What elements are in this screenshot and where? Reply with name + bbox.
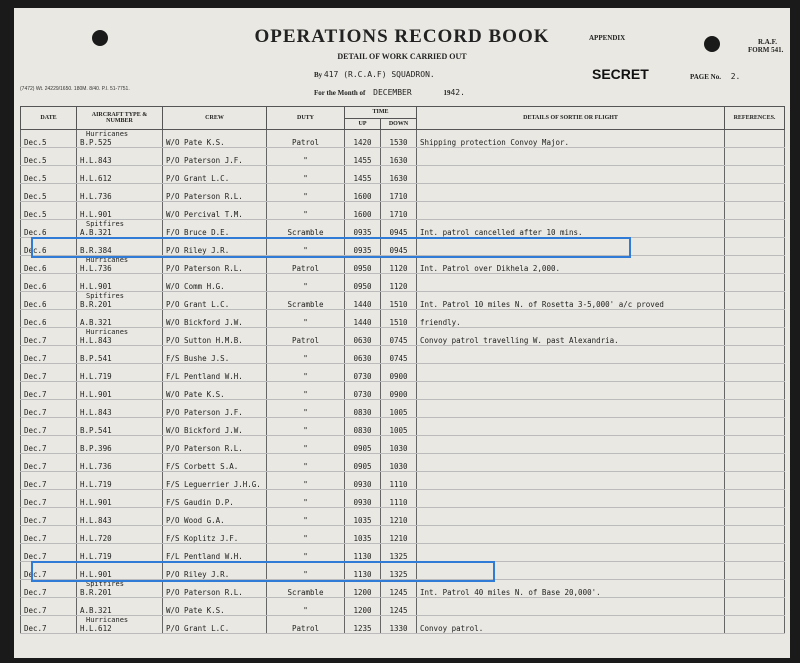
details-cell: Int. Patrol 10 miles N. of Rosetta 3-5,000' a/c proved	[417, 292, 725, 310]
aircraft-cell: H.L.901	[77, 490, 163, 508]
time-up-cell: 1200	[345, 580, 381, 598]
table-row	[21, 616, 785, 634]
crew-cell: F/L Pentland W.H.	[163, 364, 267, 382]
date-cell: Dec.7	[21, 472, 77, 490]
by-label: By	[314, 71, 323, 79]
aircraft-cell: H.L.612	[77, 166, 163, 184]
crew-cell: W/O Comm H.G.	[163, 274, 267, 292]
crew-cell: F/S Leguerrier J.H.G.	[163, 472, 267, 490]
time-down-cell: 1325	[381, 544, 417, 562]
date-cell: Dec.7	[21, 598, 77, 616]
time-up-cell: 0730	[345, 364, 381, 382]
log-body	[21, 130, 785, 634]
duty-cell: "	[267, 310, 345, 328]
aircraft-group-label: Hurricanes	[86, 616, 129, 624]
details-cell	[417, 274, 725, 292]
year-value: 42.	[450, 88, 465, 97]
time-down-cell: 1210	[381, 508, 417, 526]
references-cell	[725, 292, 785, 310]
aircraft-group-label: Spitfires	[86, 580, 124, 588]
crew-cell: W/O Percival T.M.	[163, 202, 267, 220]
time-down-cell: 1030	[381, 436, 417, 454]
date-cell: Dec.7	[21, 508, 77, 526]
aircraft-number: H.L.843	[80, 336, 112, 345]
col-time: TIME	[345, 107, 417, 119]
time-up-cell: 0950	[345, 274, 381, 292]
time-up-cell: 1440	[345, 310, 381, 328]
table-row	[21, 472, 785, 490]
time-down-cell: 1005	[381, 418, 417, 436]
crew-cell: P/O Grant L.C.	[163, 292, 267, 310]
table-row	[21, 292, 785, 310]
aircraft-cell: H.L.901	[77, 202, 163, 220]
aircraft-group-label: Hurricanes	[86, 256, 129, 264]
duty-cell: "	[267, 166, 345, 184]
date-cell: Dec.7	[21, 418, 77, 436]
duty-cell: "	[267, 274, 345, 292]
time-down-cell: 1510	[381, 310, 417, 328]
time-up-cell: 0630	[345, 346, 381, 364]
col-aircraft: AIRCRAFT TYPE & NUMBER	[77, 107, 163, 130]
duty-cell: "	[267, 382, 345, 400]
time-up-cell: 1420	[345, 130, 381, 148]
aircraft-cell: H.L.736	[77, 454, 163, 472]
time-down-cell: 1110	[381, 490, 417, 508]
table-row	[21, 166, 785, 184]
references-cell	[725, 580, 785, 598]
date-cell: Dec.5	[21, 202, 77, 220]
col-down: DOWN	[381, 118, 417, 130]
time-down-cell: 1710	[381, 202, 417, 220]
unit-name: 417 (R.C.A.F) SQUADRON.	[323, 70, 435, 79]
table-row	[21, 400, 785, 418]
crew-cell: P/O Riley J.R.	[163, 562, 267, 580]
time-down-cell: 1630	[381, 166, 417, 184]
crew-cell: P/O Paterson R.L.	[163, 436, 267, 454]
time-down-cell: 0745	[381, 328, 417, 346]
col-duty: DUTY	[267, 107, 345, 130]
aircraft-cell: B.P.541	[77, 418, 163, 436]
date-cell: Dec.7	[21, 490, 77, 508]
time-up-cell: 0730	[345, 382, 381, 400]
table-row	[21, 310, 785, 328]
time-down-cell: 0900	[381, 364, 417, 382]
aircraft-cell	[77, 256, 163, 274]
date-cell: Dec.6	[21, 256, 77, 274]
date-cell: Dec.7	[21, 616, 77, 634]
crew-cell: P/O Paterson R.L.	[163, 580, 267, 598]
details-cell: Int. patrol cancelled after 10 mins.	[417, 220, 725, 238]
time-up-cell: 1455	[345, 166, 381, 184]
time-up-cell: 0830	[345, 400, 381, 418]
aircraft-group-label: Hurricanes	[86, 328, 129, 336]
time-down-cell: 1110	[381, 472, 417, 490]
col-details: DETAILS OF SORTIE OR FLIGHT	[417, 107, 725, 130]
table-row	[21, 220, 785, 238]
date-cell: Dec.6	[21, 292, 77, 310]
time-up-cell: 1600	[345, 184, 381, 202]
duty-cell: "	[267, 526, 345, 544]
time-up-cell: 0935	[345, 220, 381, 238]
classification-stamp: SECRET	[592, 66, 649, 82]
col-crew: CREW	[163, 107, 267, 130]
aircraft-cell: A.B.321	[77, 598, 163, 616]
page-subtitle: DETAIL OF WORK CARRIED OUT	[337, 52, 467, 61]
table-row	[21, 598, 785, 616]
references-cell	[725, 400, 785, 418]
references-cell	[725, 220, 785, 238]
time-up-cell: 0830	[345, 418, 381, 436]
aircraft-cell: H.L.843	[77, 148, 163, 166]
aircraft-cell: H.L.843	[77, 508, 163, 526]
table-row	[21, 274, 785, 292]
table-row	[21, 526, 785, 544]
year-prefix: 19	[443, 89, 451, 97]
table-row	[21, 580, 785, 598]
highlight-box	[31, 561, 496, 582]
table-row	[21, 382, 785, 400]
crew-cell: P/O Grant L.C.	[163, 166, 267, 184]
references-cell	[725, 598, 785, 616]
time-down-cell: 1005	[381, 400, 417, 418]
time-down-cell: 1245	[381, 580, 417, 598]
duty-cell: Patrol	[267, 130, 345, 148]
references-cell	[725, 418, 785, 436]
table-row	[21, 256, 785, 274]
appendix-label: APPENDIX	[589, 34, 626, 42]
aircraft-cell	[77, 328, 163, 346]
aircraft-group-label: Spitfires	[86, 220, 124, 228]
details-cell	[417, 598, 725, 616]
date-cell: Dec.7	[21, 328, 77, 346]
crew-cell: F/S Bushe J.S.	[163, 346, 267, 364]
time-up-cell: 0905	[345, 454, 381, 472]
references-cell	[725, 148, 785, 166]
operations-log-table	[20, 106, 785, 634]
table-row	[21, 418, 785, 436]
duty-cell: Patrol	[267, 328, 345, 346]
details-cell	[417, 382, 725, 400]
details-cell	[417, 508, 725, 526]
table-row	[21, 328, 785, 346]
references-cell	[725, 238, 785, 256]
table-row	[21, 202, 785, 220]
date-cell: Dec.6	[21, 274, 77, 292]
time-down-cell: 0900	[381, 382, 417, 400]
time-down-cell: 1210	[381, 526, 417, 544]
duty-cell: "	[267, 472, 345, 490]
month-label: For the Month of	[314, 89, 366, 97]
aircraft-cell: H.L.736	[77, 184, 163, 202]
details-cell	[417, 490, 725, 508]
duty-cell: "	[267, 184, 345, 202]
aircraft-cell: B.R.384	[77, 238, 163, 256]
crew-cell: P/O Sutton H.M.B.	[163, 328, 267, 346]
references-cell	[725, 454, 785, 472]
time-up-cell: 1440	[345, 292, 381, 310]
time-up-cell: 1130	[345, 562, 381, 580]
details-cell	[417, 400, 725, 418]
date-cell: Dec.7	[21, 364, 77, 382]
date-cell: Dec.7	[21, 454, 77, 472]
aircraft-number: H.L.736	[80, 264, 112, 273]
references-cell	[725, 130, 785, 148]
time-up-cell: 0905	[345, 436, 381, 454]
details-cell	[417, 418, 725, 436]
time-up-cell: 0930	[345, 490, 381, 508]
month-value: DECEMBER	[373, 88, 412, 97]
aircraft-number: H.L.612	[80, 624, 112, 633]
time-down-cell: 0945	[381, 238, 417, 256]
details-cell: Convoy patrol.	[417, 616, 725, 634]
references-cell	[725, 382, 785, 400]
aircraft-number: B.P.525	[80, 138, 112, 147]
details-cell: Int. Patrol over Dikhela 2,000.	[417, 256, 725, 274]
aircraft-group-label: Spitfires	[86, 292, 124, 300]
references-cell	[725, 562, 785, 580]
date-cell: Dec.7	[21, 346, 77, 364]
date-cell: Dec.7	[21, 544, 77, 562]
references-cell	[725, 616, 785, 634]
details-cell	[417, 454, 725, 472]
time-up-cell: 0630	[345, 328, 381, 346]
time-down-cell: 1120	[381, 256, 417, 274]
time-up-cell: 0950	[345, 256, 381, 274]
crew-cell: P/O Paterson J.F.	[163, 148, 267, 166]
details-cell: Convoy patrol travelling W. past Alexandria.	[417, 328, 725, 346]
references-cell	[725, 202, 785, 220]
details-cell: Shipping protection Convoy Major.	[417, 130, 725, 148]
time-down-cell: 1510	[381, 292, 417, 310]
crew-cell: P/O Paterson J.F.	[163, 400, 267, 418]
highlight-box	[31, 237, 632, 258]
details-cell: friendly.	[417, 310, 725, 328]
details-cell	[417, 346, 725, 364]
aircraft-number: B.R.201	[80, 588, 112, 597]
duty-cell: "	[267, 508, 345, 526]
references-cell	[725, 436, 785, 454]
details-cell	[417, 184, 725, 202]
date-cell: Dec.7	[21, 580, 77, 598]
time-down-cell: 1330	[381, 616, 417, 634]
time-down-cell: 1530	[381, 130, 417, 148]
date-cell: Dec.5	[21, 184, 77, 202]
duty-cell: "	[267, 544, 345, 562]
details-cell	[417, 526, 725, 544]
date-cell: Dec.7	[21, 436, 77, 454]
table-row	[21, 364, 785, 382]
references-cell	[725, 328, 785, 346]
crew-cell: P/O Wood G.A.	[163, 508, 267, 526]
time-down-cell: 1325	[381, 562, 417, 580]
references-cell	[725, 544, 785, 562]
duty-cell: "	[267, 364, 345, 382]
table-row	[21, 184, 785, 202]
crew-cell: P/O Riley J.R.	[163, 238, 267, 256]
references-cell	[725, 256, 785, 274]
table-row	[21, 544, 785, 562]
duty-cell: "	[267, 400, 345, 418]
aircraft-number: A.B.321	[80, 228, 112, 237]
crew-cell: F/O Bruce D.E.	[163, 220, 267, 238]
references-cell	[725, 490, 785, 508]
date-cell: Dec.7	[21, 562, 77, 580]
references-cell	[725, 526, 785, 544]
details-cell	[417, 472, 725, 490]
page-label: PAGE No.	[690, 73, 721, 81]
duty-cell: Patrol	[267, 616, 345, 634]
duty-cell: Scramble	[267, 580, 345, 598]
details-cell: Int. Patrol 40 miles N. of Base 20,000'.	[417, 580, 725, 598]
details-cell	[417, 544, 725, 562]
duty-cell: "	[267, 202, 345, 220]
page-title: OPERATIONS RECORD BOOK	[254, 26, 550, 47]
crew-cell: F/S Koplitz J.F.	[163, 526, 267, 544]
aircraft-cell: H.L.719	[77, 544, 163, 562]
time-down-cell: 1630	[381, 148, 417, 166]
references-cell	[725, 310, 785, 328]
references-cell	[725, 346, 785, 364]
references-cell	[725, 364, 785, 382]
month-line	[314, 88, 465, 97]
table-row	[21, 346, 785, 364]
aircraft-cell	[77, 580, 163, 598]
crew-cell: W/O Pate K.S.	[163, 598, 267, 616]
col-date: DATE	[21, 107, 77, 130]
duty-cell: "	[267, 148, 345, 166]
time-up-cell: 1130	[345, 544, 381, 562]
aircraft-cell	[77, 220, 163, 238]
details-cell	[417, 436, 725, 454]
table-row	[21, 508, 785, 526]
aircraft-cell: H.L.901	[77, 562, 163, 580]
duty-cell: "	[267, 598, 345, 616]
details-cell	[417, 166, 725, 184]
time-up-cell: 1600	[345, 202, 381, 220]
time-down-cell: 0745	[381, 346, 417, 364]
crew-cell: W/O Pate K.S.	[163, 130, 267, 148]
aircraft-cell: H.L.901	[77, 274, 163, 292]
duty-cell: Patrol	[267, 256, 345, 274]
table-row	[21, 490, 785, 508]
references-cell	[725, 508, 785, 526]
crew-cell: W/O Bickford J.W.	[163, 418, 267, 436]
crew-cell: P/O Paterson R.L.	[163, 256, 267, 274]
duty-cell: "	[267, 238, 345, 256]
duty-cell: Scramble	[267, 292, 345, 310]
raf-label: R.A.F.	[758, 38, 777, 46]
date-cell: Dec.6	[21, 238, 77, 256]
crew-cell: P/O Grant L.C.	[163, 616, 267, 634]
aircraft-cell	[77, 616, 163, 634]
col-up: UP	[345, 118, 381, 130]
time-up-cell: 1035	[345, 526, 381, 544]
duty-cell: Scramble	[267, 220, 345, 238]
time-down-cell: 1120	[381, 274, 417, 292]
page-number-line	[690, 72, 740, 81]
duty-cell: "	[267, 346, 345, 364]
crew-cell: F/S Gaudin D.P.	[163, 490, 267, 508]
date-cell: Dec.5	[21, 148, 77, 166]
date-cell: Dec.7	[21, 400, 77, 418]
time-up-cell: 1200	[345, 598, 381, 616]
date-cell: Dec.5	[21, 130, 77, 148]
time-up-cell: 1455	[345, 148, 381, 166]
time-up-cell: 0935	[345, 238, 381, 256]
time-down-cell: 1030	[381, 454, 417, 472]
duty-cell: "	[267, 418, 345, 436]
time-down-cell: 1245	[381, 598, 417, 616]
aircraft-cell: B.P.541	[77, 346, 163, 364]
col-references: REFERENCES.	[725, 107, 785, 130]
page-number: 2.	[730, 72, 741, 81]
aircraft-cell: B.P.396	[77, 436, 163, 454]
crew-cell: P/O Paterson R.L.	[163, 184, 267, 202]
table-row	[21, 148, 785, 166]
print-reference: (7472) Wt. 24229/1650. 180M. 8/40. P.I. 51-7751.	[20, 86, 130, 92]
aircraft-cell: H.L.719	[77, 472, 163, 490]
form-label: FORM 541.	[748, 46, 784, 54]
references-cell	[725, 184, 785, 202]
duty-cell: "	[267, 454, 345, 472]
aircraft-cell: H.L.719	[77, 364, 163, 382]
table-row	[21, 130, 785, 148]
time-down-cell: 0945	[381, 220, 417, 238]
date-cell: Dec.7	[21, 382, 77, 400]
duty-cell: "	[267, 490, 345, 508]
crew-cell: W/O Bickford J.W.	[163, 310, 267, 328]
aircraft-cell: H.L.720	[77, 526, 163, 544]
date-cell: Dec.6	[21, 220, 77, 238]
aircraft-group-label: Hurricanes	[86, 130, 129, 138]
aircraft-cell: H.L.843	[77, 400, 163, 418]
aircraft-cell	[77, 292, 163, 310]
table-row	[21, 454, 785, 472]
crew-cell: F/S Corbett S.A.	[163, 454, 267, 472]
aircraft-number: B.R.201	[80, 300, 112, 309]
date-cell: Dec.5	[21, 166, 77, 184]
crew-cell: W/O Pate K.S.	[163, 382, 267, 400]
references-cell	[725, 274, 785, 292]
time-up-cell: 1235	[345, 616, 381, 634]
time-down-cell: 1710	[381, 184, 417, 202]
details-cell	[417, 148, 725, 166]
date-cell: Dec.6	[21, 310, 77, 328]
details-cell	[417, 202, 725, 220]
duty-cell: "	[267, 562, 345, 580]
duty-cell: "	[267, 436, 345, 454]
aircraft-cell	[77, 130, 163, 148]
time-up-cell: 0930	[345, 472, 381, 490]
details-cell	[417, 364, 725, 382]
references-cell	[725, 166, 785, 184]
table-row	[21, 436, 785, 454]
references-cell	[725, 472, 785, 490]
unit-line	[314, 70, 435, 79]
crew-cell: F/L Pentland W.H.	[163, 544, 267, 562]
time-up-cell: 1035	[345, 508, 381, 526]
record-page	[14, 8, 790, 658]
aircraft-cell: A.B.321	[77, 310, 163, 328]
aircraft-cell: H.L.901	[77, 382, 163, 400]
date-cell: Dec.7	[21, 526, 77, 544]
